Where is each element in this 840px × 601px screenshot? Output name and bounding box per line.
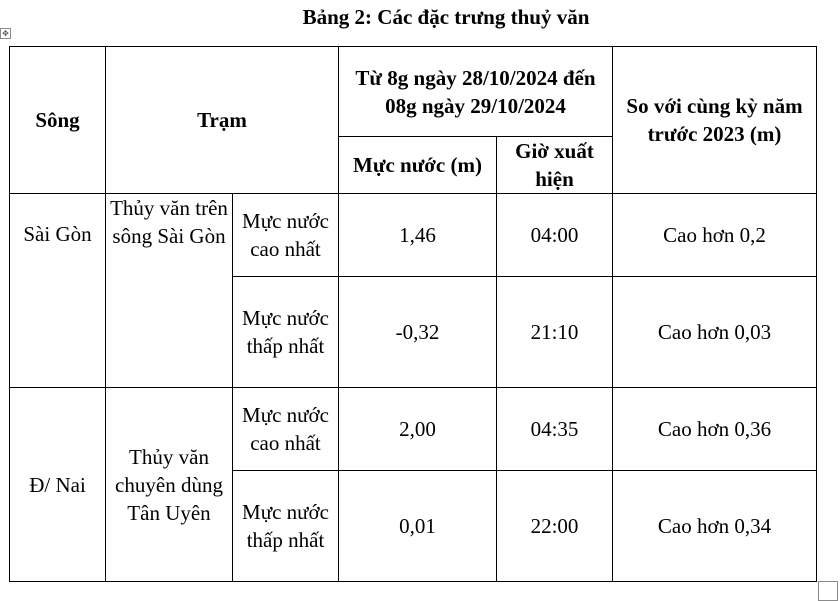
measure-cell: Mực nước thấp nhất bbox=[233, 277, 339, 388]
table-resize-handle[interactable] bbox=[818, 581, 838, 601]
compare-cell: Cao hơn 0,34 bbox=[613, 471, 817, 582]
header-compare: So với cùng kỳ năm trước 2023 (m) bbox=[613, 47, 817, 194]
time-cell: 04:35 bbox=[497, 388, 613, 471]
measure-cell: Mực nước cao nhất bbox=[233, 388, 339, 471]
time-cell: 04:00 bbox=[497, 194, 613, 277]
time-cell: 21:10 bbox=[497, 277, 613, 388]
river-cell: Sài Gòn bbox=[10, 194, 106, 388]
compare-cell: Cao hơn 0,36 bbox=[613, 388, 817, 471]
station-cell: Thủy văn trên sông Sài Gòn bbox=[106, 194, 233, 388]
water-level-cell: 0,01 bbox=[339, 471, 497, 582]
header-time-observed: Giờ xuất hiện bbox=[497, 137, 613, 194]
time-cell: 22:00 bbox=[497, 471, 613, 582]
table-row bbox=[10, 388, 817, 471]
table-move-handle-icon[interactable]: ✥ bbox=[0, 28, 11, 39]
water-level-cell: 1,46 bbox=[339, 194, 497, 277]
measure-cell: Mực nước cao nhất bbox=[233, 194, 339, 277]
header-water-level: Mực nước (m) bbox=[339, 137, 497, 194]
water-level-cell: -0,32 bbox=[339, 277, 497, 388]
station-cell: Thủy văn chuyên dùng Tân Uyên bbox=[106, 388, 233, 582]
hydrology-table bbox=[9, 46, 817, 582]
header-river: Sông bbox=[10, 47, 106, 194]
table-row bbox=[10, 194, 817, 277]
measure-cell: Mực nước thấp nhất bbox=[233, 471, 339, 582]
water-level-cell: 2,00 bbox=[339, 388, 497, 471]
river-cell: Đ/ Nai bbox=[10, 388, 106, 582]
header-period: Từ 8g ngày 28/10/2024 đến 08g ngày 29/10/2024 bbox=[339, 47, 613, 137]
table-title: Bảng 2: Các đặc trưng thuỷ văn bbox=[302, 5, 590, 29]
compare-cell: Cao hơn 0,2 bbox=[613, 194, 817, 277]
header-station: Trạm bbox=[106, 47, 339, 194]
compare-cell: Cao hơn 0,03 bbox=[613, 277, 817, 388]
